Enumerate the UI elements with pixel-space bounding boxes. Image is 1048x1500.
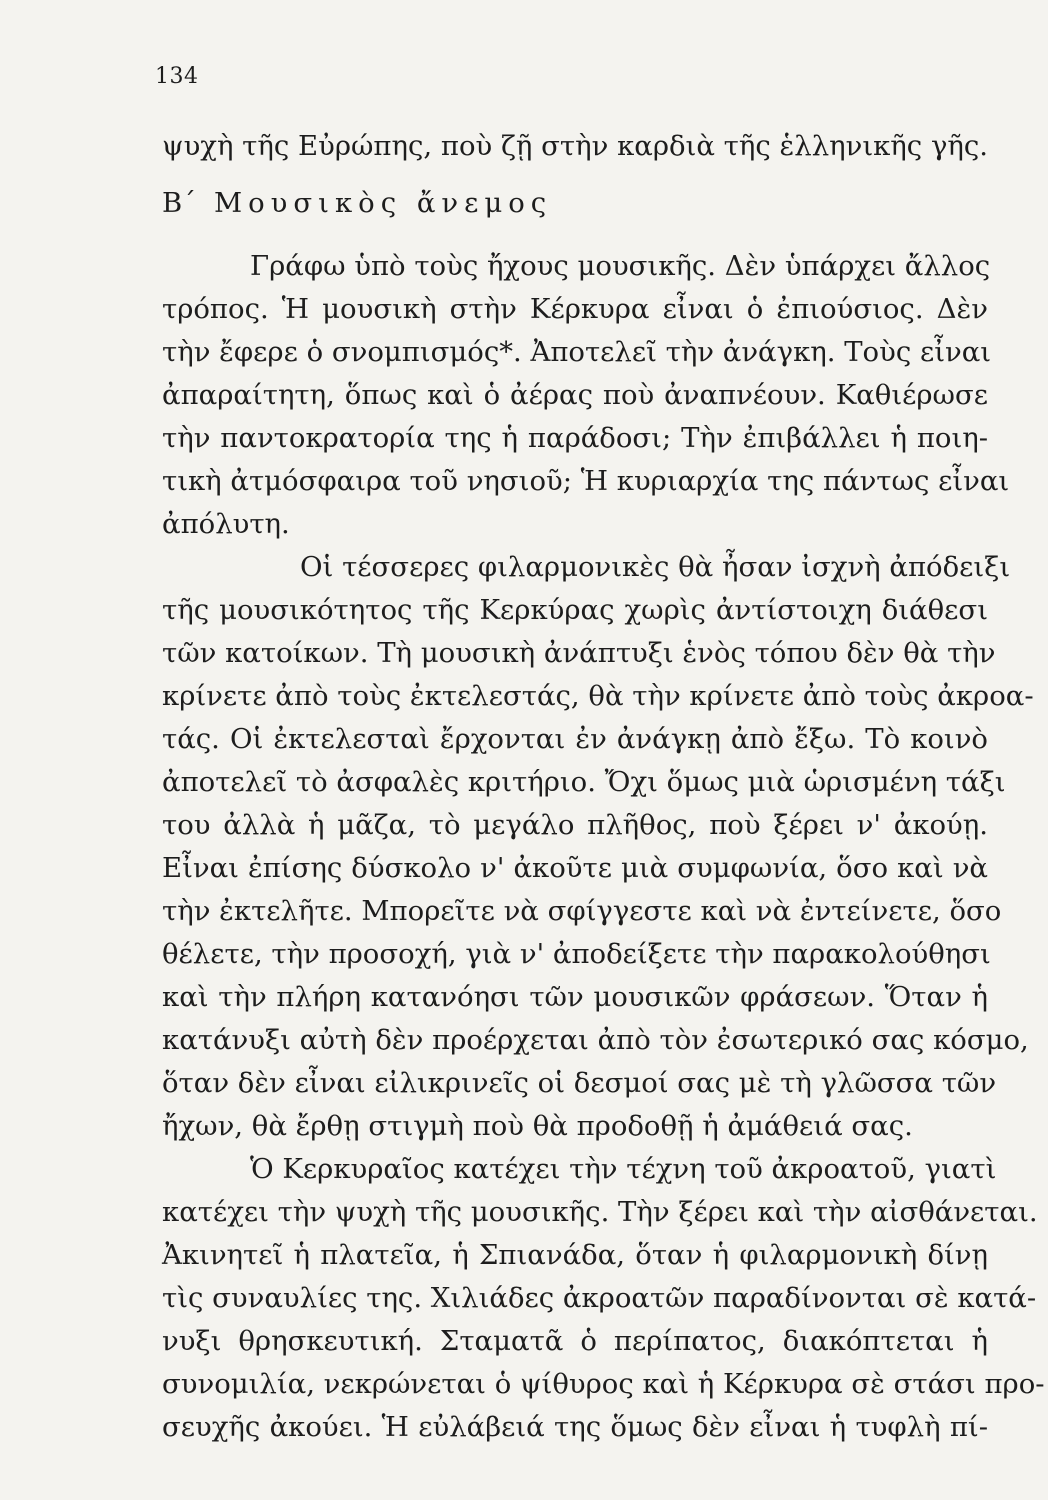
text-line: τὴν ἐκτελῆτε. Μπορεῖτε νὰ σφίγγεστε καὶ νὰ ἐντείνετε, ὅσο [162,895,1002,927]
text-line: τὴν ἔφερε ὁ σνομπισμός*. Ἀποτελεῖ τὴν ἀνάγκη. Τοὺς εἶναι [162,336,992,368]
text-line: συνομιλία, νεκρώνεται ὁ ψίθυρος καὶ ἡ Κέρκυρα σὲ στάσι προ- [162,1368,1045,1400]
page-number: 134 [155,64,199,89]
text-line: θέλετε, τὴν προσοχή, γιὰ ν' ἀποδείξετε τὴν παρακολούθησι [162,938,991,970]
text-line: του ἀλλὰ ἡ μᾶζα, τὸ μεγάλο πλῆθος, ποὺ ξέρει ν' ἀκούῃ. [162,809,988,841]
text-line: τῆς μουσικότητος τῆς Κερκύρας χωρὶς ἀντίστοιχη διάθεσι [162,594,988,626]
text-line: τρόπος. Ἡ μουσικὴ στὴν Κέρκυρα εἶναι ὁ ἐπιούσιος. Δὲν [162,293,988,325]
text-line: νυξι θρησκευτική. Σταματᾶ ὁ περίπατος, διακόπτεται ἡ [162,1325,988,1357]
text-line: τῶν κατοίκων. Τὴ μουσικὴ ἀνάπτυξι ἑνὸς τόπου δὲν θὰ τὴν [162,637,996,669]
text-line: Ἀκινητεῖ ἡ πλατεῖα, ἡ Σπιανάδα, ὅταν ἡ φιλαρμονικὴ δίνῃ [162,1239,988,1271]
section-title: Μουσικὸς ἄνεμος [213,187,553,219]
text-line: κατέχει τὴν ψυχὴ τῆς μουσικῆς. Τὴν ξέρει καὶ τὴν αἰσθάνεται. [162,1196,1038,1228]
text-line: κατάνυξι αὐτὴ δὲν προέρχεται ἀπὸ τὸν ἐσωτερικό σας κόσμο, [162,1024,1029,1056]
text-line: ἀπόλυτη. [162,508,290,540]
section-heading [162,187,553,219]
text-line: τὴν παντοκρατορία της ἡ παράδοσι; Τὴν ἐπιβάλλει ἡ ποιη- [162,422,988,454]
text-line: ὅταν δὲν εἶναι εἰλικρινεῖς οἱ δεσμοί σας μὲ τὴ γλῶσσα τῶν [162,1067,997,1099]
section-number: Β΄ [162,187,196,219]
text-line: καὶ τὴν πλήρη κατανόησι τῶν μουσικῶν φράσεων. Ὅταν ἡ [162,981,988,1013]
text-line: ἤχων, θὰ ἔρθῃ στιγμὴ ποὺ θὰ προδοθῇ ἡ ἀμάθειά σας. [162,1110,913,1142]
text-line: σευχῆς ἀκούει. Ἡ εὐλάβειά της ὅμως δὲν εἶναι ἡ τυφλὴ πί- [162,1411,988,1443]
text-line: Ὁ Κερκυραῖος κατέχει τὴν τέχνη τοῦ ἀκροατοῦ, γιατὶ [250,1153,997,1185]
text-line: Οἱ τέσσερες φιλαρμονικὲς θὰ ἦσαν ἰσχνὴ ἀπόδειξι [300,551,1011,583]
text-line: ἀποτελεῖ τὸ ἀσφαλὲς κριτήριο. Ὄχι ὅμως μιὰ ὡρισμένη τάξι [162,766,1006,798]
opening-line: ψυχὴ τῆς Εὐρώπης, ποὺ ζῇ στὴν καρδιὰ τῆς ἑλληνικῆς γῆς. [162,130,988,162]
text-line: τὶς συναυλίες της. Χιλιάδες ἀκροατῶν παραδίνονται σὲ κατά- [162,1282,1037,1314]
text-line: τάς. Οἱ ἐκτελεσταὶ ἔρχονται ἐν ἀνάγκῃ ἀπὸ ἔξω. Τὸ κοινὸ [162,723,988,755]
text-line: Γράφω ὑπὸ τοὺς ἤχους μουσικῆς. Δὲν ὑπάρχει ἄλλος [250,250,991,282]
text-line: κρίνετε ἀπὸ τοὺς ἐκτελεστάς, θὰ τὴν κρίνετε ἀπὸ τοὺς ἀκροα- [162,680,1034,712]
text-line: Εἶναι ἐπίσης δύσκολο ν' ἀκοῦτε μιὰ συμφωνία, ὅσο καὶ νὰ [162,852,988,884]
text-line: ἀπαραίτητη, ὅπως καὶ ὁ ἀέρας ποὺ ἀναπνέουν. Καθιέρωσε [162,379,988,411]
text-line: τικὴ ἀτμόσφαιρα τοῦ νησιοῦ; Ἡ κυριαρχία της πάντως εἶναι [162,465,1010,497]
